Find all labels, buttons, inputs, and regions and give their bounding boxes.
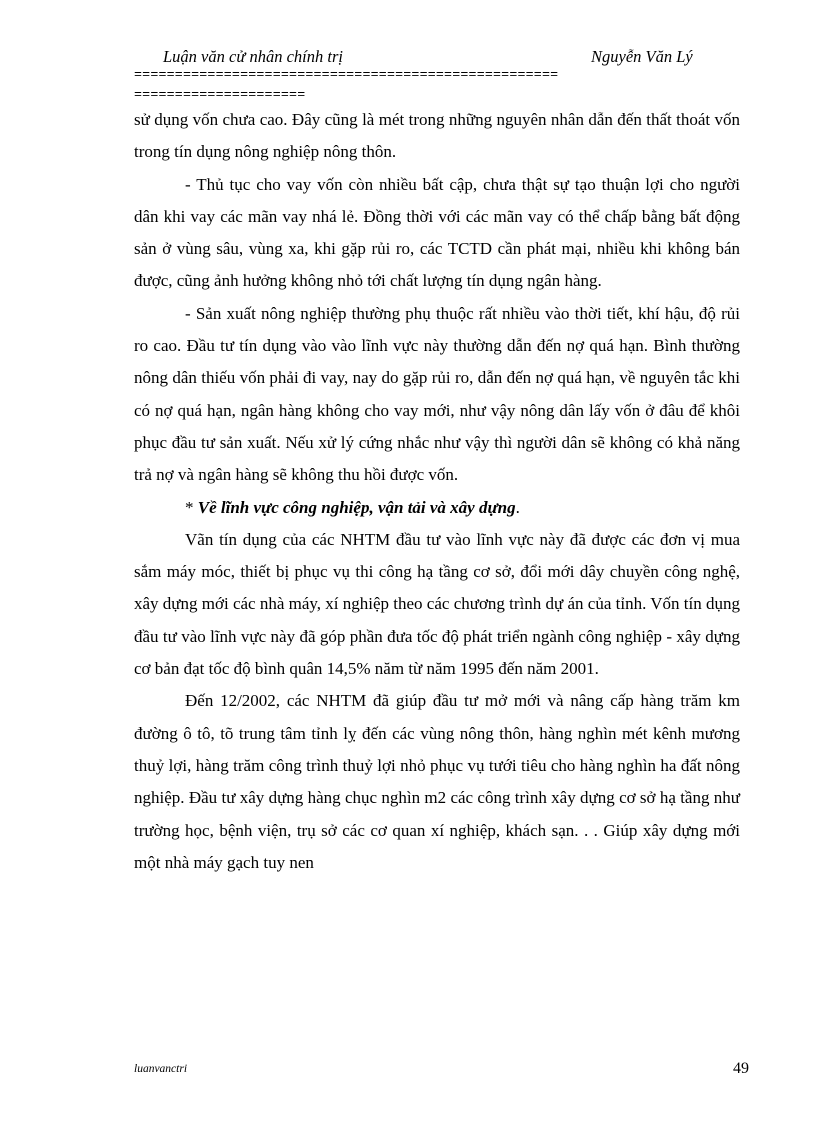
- heading-bullet: *: [185, 497, 198, 517]
- section-heading: [134, 492, 740, 524]
- paragraph-5: Đến 12/2002, các NHTM đã giúp đầu tư mở mới và nâng cấp hàng trăm km đường ô tô, tõ trung tâm tỉnh lỵ đến các vùng nông thôn, hàng nghìn mét kênh mương thuỷ lợi, hàng trăm công trình thuỷ lợi nhỏ phục vụ tưới tiêu cho hàng nghìn ha đất nông nghiệp. Đầu tư xây dựng hàng chục nghìn m2 các công trình xây dựng cơ sở hạ tầng như trường học, bệnh viện, trụ sở các cơ quan xí nghiệp, khách sạn. . . Giúp xây dựng mới một nhà máy gạch tuy nen: [134, 691, 740, 872]
- paragraph-4: Vãn tín dụng của các NHTM đầu tư vào lĩnh vực này đã được các đơn vị mua sắm máy móc, thiết bị phục vụ thi công hạ tầng cơ sở, đổi mới dây chuyền công nghệ, xây dựng mới các nhà máy, xí nghiệp theo các chương trình dự án của tỉnh. Vốn tín dụng đầu tư vào lĩnh vực này đã góp phần đưa tốc độ phát triển ngành công nghiệp - xây dựng cơ bản đạt tốc độ bình quân 14,5% năm từ năm 1995 đến năm 2001.: [134, 529, 741, 679]
- paragraph-3: - Sản xuất nông nghiệp thường phụ thuộc rất nhiều vào thời tiết, khí hậu, độ rủi ro cao. Đầu tư tín dụng vào vào lĩnh vực này thường dẫn đến nợ quá hạn. Bình thường nông dân thiếu vốn phải đi vay, nay do gặp rủi ro, dẫn đến nợ quá hạn, về nguyên tắc khi có nợ quá hạn, ngân hàng không cho vay mới, như vậy nông dân lấy vốn ở đâu để khôi phục đầu tư sản xuất. Nếu xử lý cứng nhắc như vậy thì người dân sẽ không có khả năng trả nợ và ngân hàng sẽ không thu hồi được vốn.: [134, 303, 740, 485]
- page-number: 49: [733, 1060, 749, 1077]
- heading-period: .: [515, 497, 520, 517]
- body-text: [134, 104, 740, 879]
- paragraph-1: sử dụng vốn chưa cao. Đây cũng là mét trong những nguyên nhân dẫn đến thất thoát vốn trong tín dụng nông nghiệp nông thôn.: [134, 110, 740, 162]
- header-rule-line-2: =====================: [134, 87, 306, 102]
- footer-source: luanvanctri: [134, 1063, 188, 1075]
- paragraph-2: - Thủ tục cho vay vốn còn nhiều bất cập, chưa thật sự tạo thuận lợi cho người dân khi vay các mãn vay nhá lẻ. Đồng thời với các mãn vay có thể chấp bằng bất động sản ở vùng sâu, vùng xa, khi gặp rủi ro, các TCTD cần phát mại, nhiều khi không bán được, cũng ảnh hưởng không nhỏ tới chất lượng tín dụng ngân hàng.: [134, 174, 740, 291]
- heading-text: Về lĩnh vực công nghiệp, vận tải và xây dựng: [197, 497, 516, 517]
- header-author: Nguyễn Văn Lý: [591, 47, 693, 66]
- header-title: Luận văn cử nhân chính trị: [163, 47, 343, 66]
- header-rule-line-1: ====================================================: [134, 67, 559, 82]
